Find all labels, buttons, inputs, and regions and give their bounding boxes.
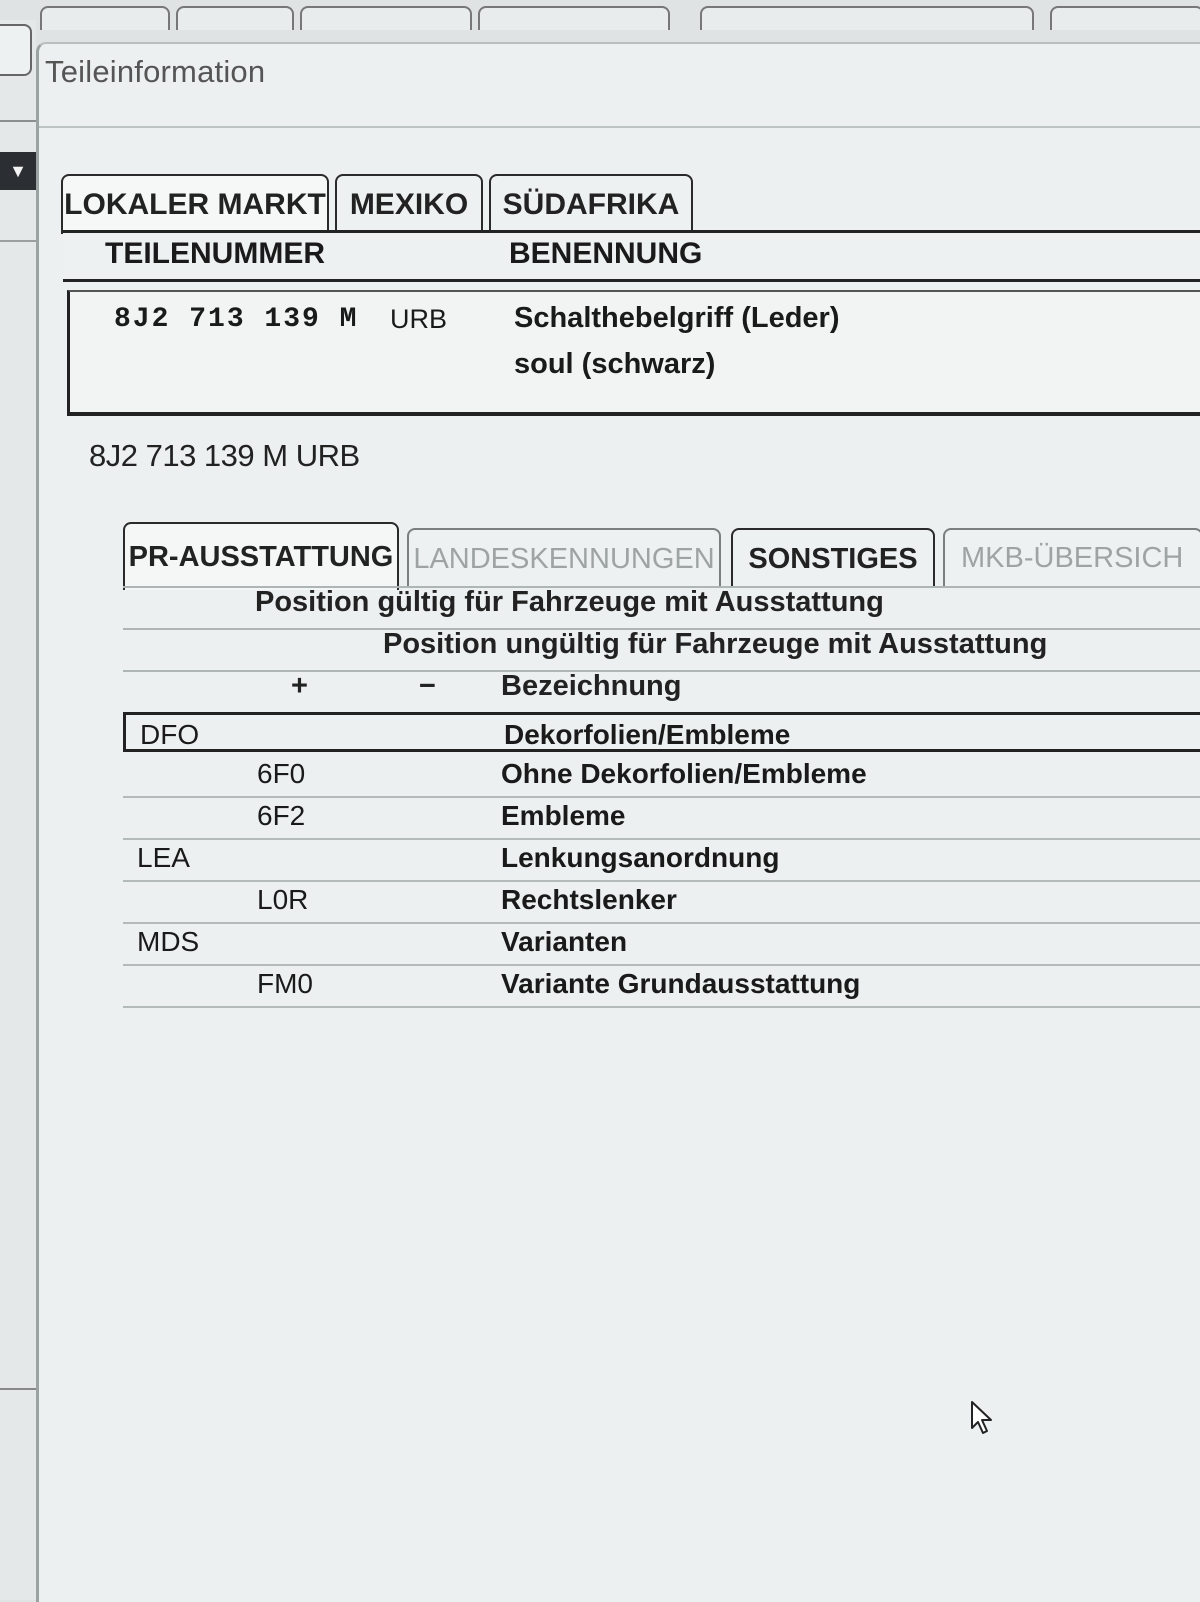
tab-label: SÜDAFRIKA xyxy=(502,188,680,221)
row-rule xyxy=(123,1006,1200,1008)
chevron-down-icon: ▼ xyxy=(9,160,27,181)
pr-plus-code: FM0 xyxy=(257,968,313,999)
part-info-dialog xyxy=(36,42,1200,1602)
tab-lokaler-markt[interactable] xyxy=(61,174,329,234)
tab-mexiko[interactable] xyxy=(335,174,483,234)
column-header-description: Bezeichnung xyxy=(501,670,682,702)
pr-group-code: LEA xyxy=(137,842,190,873)
pr-description: Dekorfolien/Embleme xyxy=(504,719,791,750)
pr-description: Embleme xyxy=(501,800,626,831)
part-name-line2: soul (schwarz) xyxy=(514,348,716,380)
pr-group-code: DFO xyxy=(140,719,200,750)
background-tab[interactable] xyxy=(40,6,170,30)
background-tab-strip xyxy=(0,0,1200,20)
tab-pr-ausstattung[interactable] xyxy=(123,522,399,590)
pr-row-dfo[interactable] xyxy=(123,712,1200,752)
title-divider xyxy=(39,126,1200,128)
column-header-partnumber: TEILENUMMER xyxy=(105,237,325,270)
tab-suedafrika[interactable] xyxy=(489,174,693,234)
column-header-plus: + xyxy=(291,670,308,702)
pr-row-l0r[interactable] xyxy=(123,880,1200,920)
pr-row-fm0[interactable] xyxy=(123,964,1200,1004)
background-tab[interactable] xyxy=(478,6,670,30)
pr-row-6f0[interactable] xyxy=(123,754,1200,794)
mouse-pointer-icon xyxy=(970,1400,996,1436)
column-header-name: BENENNUNG xyxy=(509,237,703,270)
background-tab[interactable] xyxy=(1050,6,1200,30)
part-name-line1: Schalthebelgriff (Leder) xyxy=(514,302,840,334)
tab-mkb-uebersicht[interactable] xyxy=(943,528,1200,586)
column-header-minus: − xyxy=(419,670,436,702)
pr-row-lea[interactable] xyxy=(123,838,1200,878)
background-divider xyxy=(0,240,36,242)
tab-label: LOKALER MARKT xyxy=(64,188,326,221)
pr-row-mds[interactable] xyxy=(123,922,1200,962)
parts-table-row[interactable] xyxy=(67,290,1200,416)
parts-table-header xyxy=(63,230,1200,282)
background-tab[interactable] xyxy=(700,6,1034,30)
header-invalid: Position ungültig für Fahrzeuge mit Ausstattung xyxy=(383,628,1048,660)
tab-label: PR-AUSSTATTUNG xyxy=(128,540,394,573)
pr-description: Lenkungsanordnung xyxy=(501,842,780,873)
background-panel-box xyxy=(0,24,32,76)
pr-description: Varianten xyxy=(501,926,628,957)
tab-landeskennungen[interactable] xyxy=(407,528,721,588)
pr-description: Variante Grundausstattung xyxy=(501,968,861,999)
pr-plus-code: 6F0 xyxy=(257,758,306,789)
background-left-panel xyxy=(0,20,36,1600)
tab-label: MEXIKO xyxy=(349,188,469,221)
tab-label: LANDESKENNUNGEN xyxy=(413,542,715,575)
background-divider xyxy=(0,120,36,122)
background-tab[interactable] xyxy=(300,6,472,30)
tab-label: MKB-ÜBERSICH xyxy=(961,541,1184,574)
pr-description: Rechtslenker xyxy=(501,884,677,915)
part-suffix-cell: URB xyxy=(390,304,448,334)
part-number-cell: 8J2 713 139 M xyxy=(114,304,359,335)
pr-group-code: MDS xyxy=(137,926,200,957)
tab-sonstiges[interactable] xyxy=(731,528,935,588)
pr-plus-code: 6F2 xyxy=(257,800,306,831)
background-tab[interactable] xyxy=(176,6,294,30)
pr-description: Ohne Dekorfolien/Embleme xyxy=(501,758,867,789)
dialog-title: Teileinformation xyxy=(45,54,266,89)
header-valid: Position gültig für Fahrzeuge mit Ausstattung xyxy=(255,586,884,618)
dropdown-button[interactable] xyxy=(0,152,36,190)
tab-label: SONSTIGES xyxy=(748,542,918,575)
pr-row-6f2[interactable] xyxy=(123,796,1200,836)
pr-plus-code: L0R xyxy=(257,884,309,915)
selected-part-number: 8J2 713 139 M URB xyxy=(89,438,360,473)
